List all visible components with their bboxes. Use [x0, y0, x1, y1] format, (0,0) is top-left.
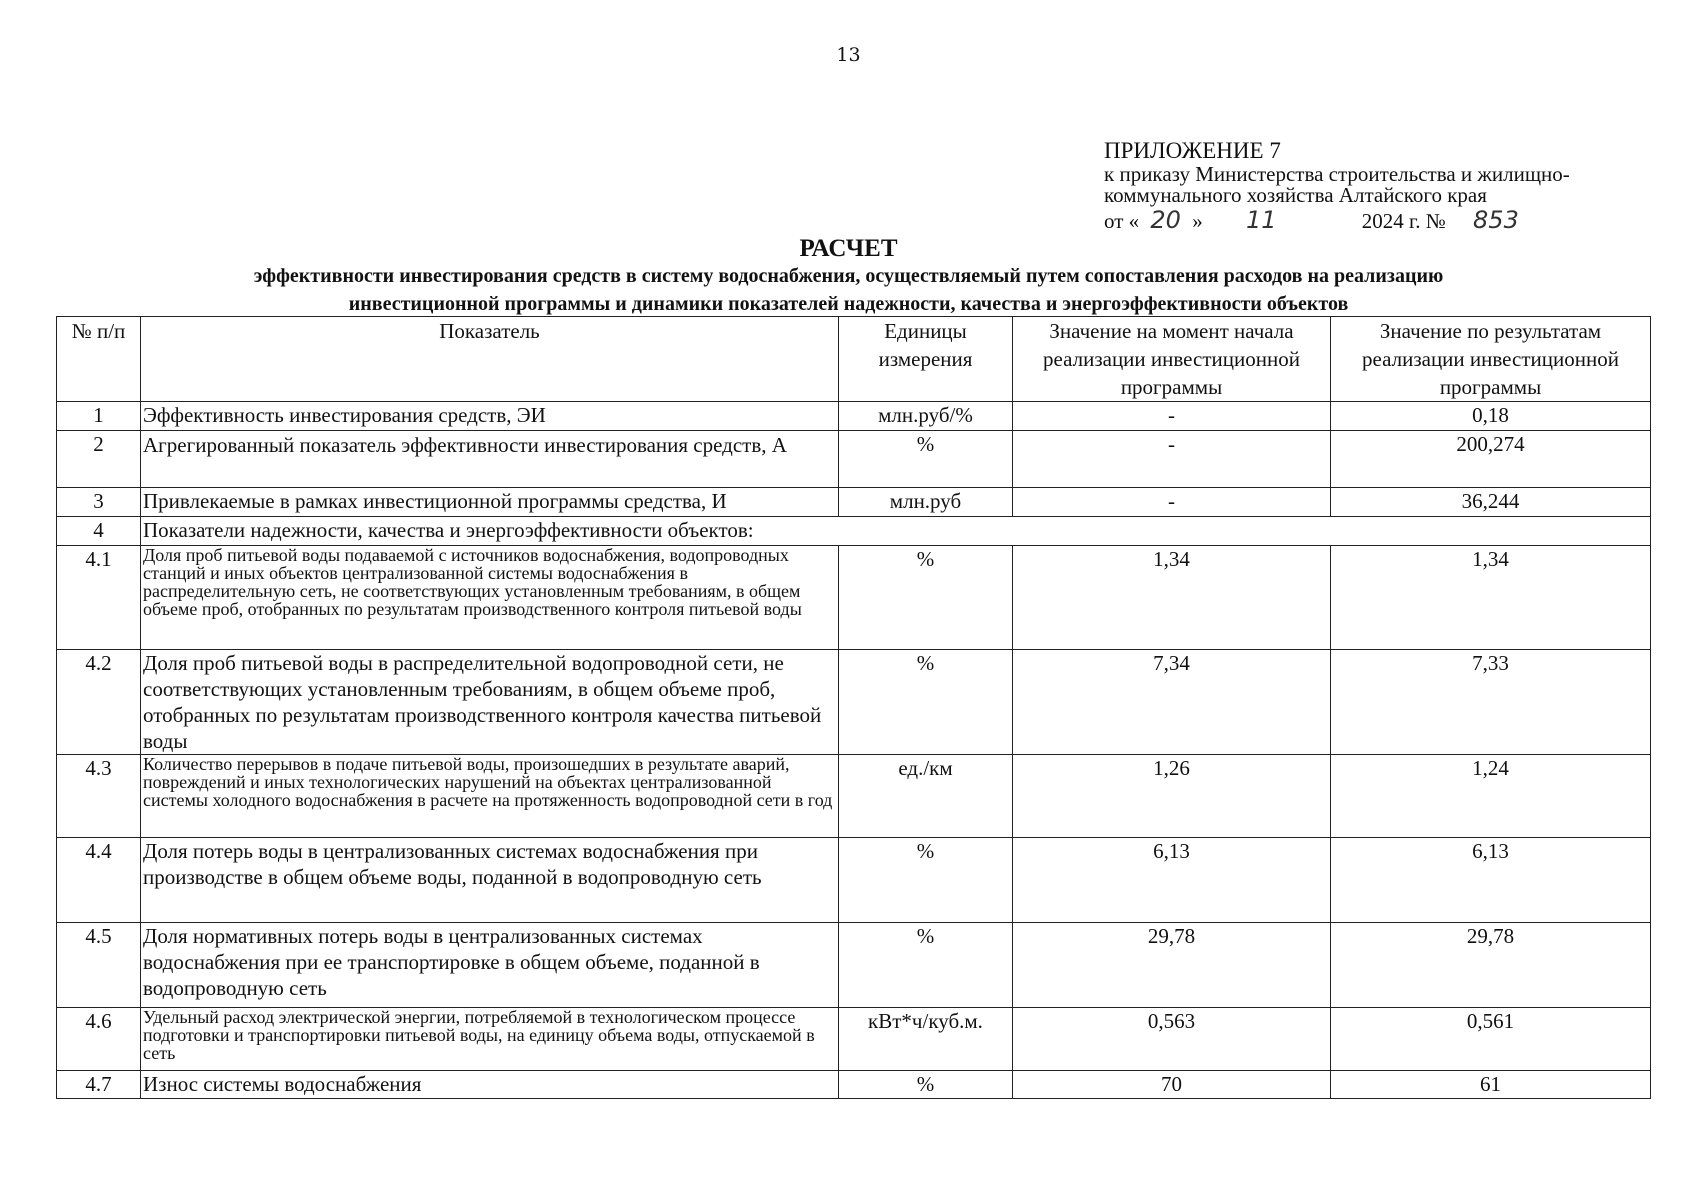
doc-number: 853: [1473, 206, 1519, 234]
page-number: 13: [836, 44, 861, 66]
row-num: 1: [57, 402, 141, 431]
row-start: 29,78: [1013, 923, 1331, 1008]
header-result-value: Значение по результатам реализации инвестиционной программы: [1331, 317, 1651, 402]
row-unit: %: [839, 431, 1013, 488]
table-row: [57, 488, 1651, 517]
document-title: РАСЧЕТ: [799, 235, 898, 262]
row-name: Удельный расход электрической энергии, потребляемой в технологическом процессе подготовки и транспортировки питьевой воды, на единицу объема воды, отпускаемой в сеть: [141, 1008, 839, 1071]
table-row: [57, 431, 1651, 488]
row-num: 4: [57, 517, 141, 546]
date-close: »: [1192, 209, 1203, 233]
table-header-row: [57, 317, 1651, 402]
row-result: 6,13: [1331, 838, 1651, 923]
table-row: [57, 517, 1651, 546]
row-unit: %: [839, 650, 1013, 755]
row-result: 1,24: [1331, 755, 1651, 838]
table-row: [57, 546, 1651, 650]
order-date-row: [1104, 206, 1519, 234]
appendix-line-1: к приказу Министерства строительства и жилищно-: [1104, 162, 1570, 186]
row-unit: млн.руб/%: [839, 402, 1013, 431]
row-start: 70: [1013, 1071, 1331, 1099]
header-start-value: Значение на момент начала реализации инвестиционной программы: [1013, 317, 1331, 402]
row-name: Доля потерь воды в централизованных системах водоснабжения при производстве в общем объеме воды, поданной в водопроводную сеть: [141, 838, 839, 923]
table-row: [57, 1008, 1651, 1071]
calculation-table: [56, 316, 1651, 1099]
row-name: Агрегированный показатель эффективности инвестирования средств, А: [141, 431, 839, 488]
header-indicator: Показатель: [141, 317, 839, 402]
row-start: 0,563: [1013, 1008, 1331, 1071]
row-unit: %: [839, 838, 1013, 923]
row-num: 4.2: [57, 650, 141, 755]
table-row: [57, 1071, 1651, 1099]
row-start: 1,26: [1013, 755, 1331, 838]
table-row: [57, 838, 1651, 923]
row-result: 200,274: [1331, 431, 1651, 488]
row-start: -: [1013, 431, 1331, 488]
row-num: 4.5: [57, 923, 141, 1008]
row-start: 6,13: [1013, 838, 1331, 923]
appendix-block: [1104, 138, 1684, 206]
row-num: 4.7: [57, 1071, 141, 1099]
header-units: Единицы измерения: [839, 317, 1013, 402]
row-result: 29,78: [1331, 923, 1651, 1008]
row-result: 7,33: [1331, 650, 1651, 755]
row-num: 4.3: [57, 755, 141, 838]
table-row: [57, 923, 1651, 1008]
row-name: Количество перерывов в подаче питьевой воды, произошедших в результате аварий, повреждений и иных технологических нарушений на объектах централизованной системы холодного водоснабжения в расчете на протяженность водопроводной сети в год: [141, 755, 839, 838]
row-unit: %: [839, 546, 1013, 650]
row-unit: млн.руб: [839, 488, 1013, 517]
row-result: 1,34: [1331, 546, 1651, 650]
table-row: [57, 650, 1651, 755]
row-num: 3: [57, 488, 141, 517]
row-name: Доля проб питьевой воды в распределительной водопроводной сети, не соответствующих установленным требованиям, в общем объеме проб, отобранных по результатам производственного контроля качества питьевой воды: [141, 650, 839, 755]
subtitle-line-1: эффективности инвестирования средств в систему водоснабжения, осуществляемый путем сопоставления расходов на реализацию: [253, 265, 1444, 287]
row-num: 4.4: [57, 838, 141, 923]
row-result: 0,561: [1331, 1008, 1651, 1071]
row-num: 4.6: [57, 1008, 141, 1071]
subtitle-line-2: инвестиционной программы и динамики показателей надежности, качества и энергоэффективности объектов: [348, 293, 1349, 315]
row-unit: %: [839, 923, 1013, 1008]
date-prefix: от «: [1104, 209, 1140, 233]
row-start: -: [1013, 488, 1331, 517]
table-row: [57, 402, 1651, 431]
row-unit: ед./км: [839, 755, 1013, 838]
header-num: № п/п: [57, 317, 141, 402]
appendix-line-2: коммунального хозяйства Алтайского края: [1104, 183, 1487, 207]
row-start: 7,34: [1013, 650, 1331, 755]
row-num: 2: [57, 431, 141, 488]
row-name: Показатели надежности, качества и энергоэффективности объектов:: [141, 517, 1651, 546]
row-name: Привлекаемые в рамках инвестиционной программы средства, И: [141, 488, 839, 517]
row-unit: кВт*ч/куб.м.: [839, 1008, 1013, 1071]
row-unit: %: [839, 1071, 1013, 1099]
row-start: -: [1013, 402, 1331, 431]
row-name: Эффективность инвестирования средств, ЭИ: [141, 402, 839, 431]
appendix-title: ПРИЛОЖЕНИЕ 7: [1104, 138, 1281, 163]
table-row: [57, 755, 1651, 838]
row-num: 4.1: [57, 546, 141, 650]
row-name: Износ системы водоснабжения: [141, 1071, 839, 1099]
row-result: 36,244: [1331, 488, 1651, 517]
date-month: 11: [1245, 206, 1277, 234]
date-year: 2024 г. №: [1361, 209, 1446, 233]
date-day: 20: [1150, 206, 1181, 234]
row-start: 1,34: [1013, 546, 1331, 650]
document-subtitle: [60, 262, 1637, 318]
row-result: 61: [1331, 1071, 1651, 1099]
row-name: Доля нормативных потерь воды в централизованных системах водоснабжения при ее транспортировке в общем объеме, поданной в водопроводную сеть: [141, 923, 839, 1008]
row-name: Доля проб питьевой воды подаваемой с источников водоснабжения, водопроводных станций и иных объектов централизованной системы водоснабжения в распределительную сеть, не соответствующих установленным требованиям, в общем объеме проб, отобранных по результатам производственного контроля питьевой воды: [141, 546, 839, 650]
row-result: 0,18: [1331, 402, 1651, 431]
